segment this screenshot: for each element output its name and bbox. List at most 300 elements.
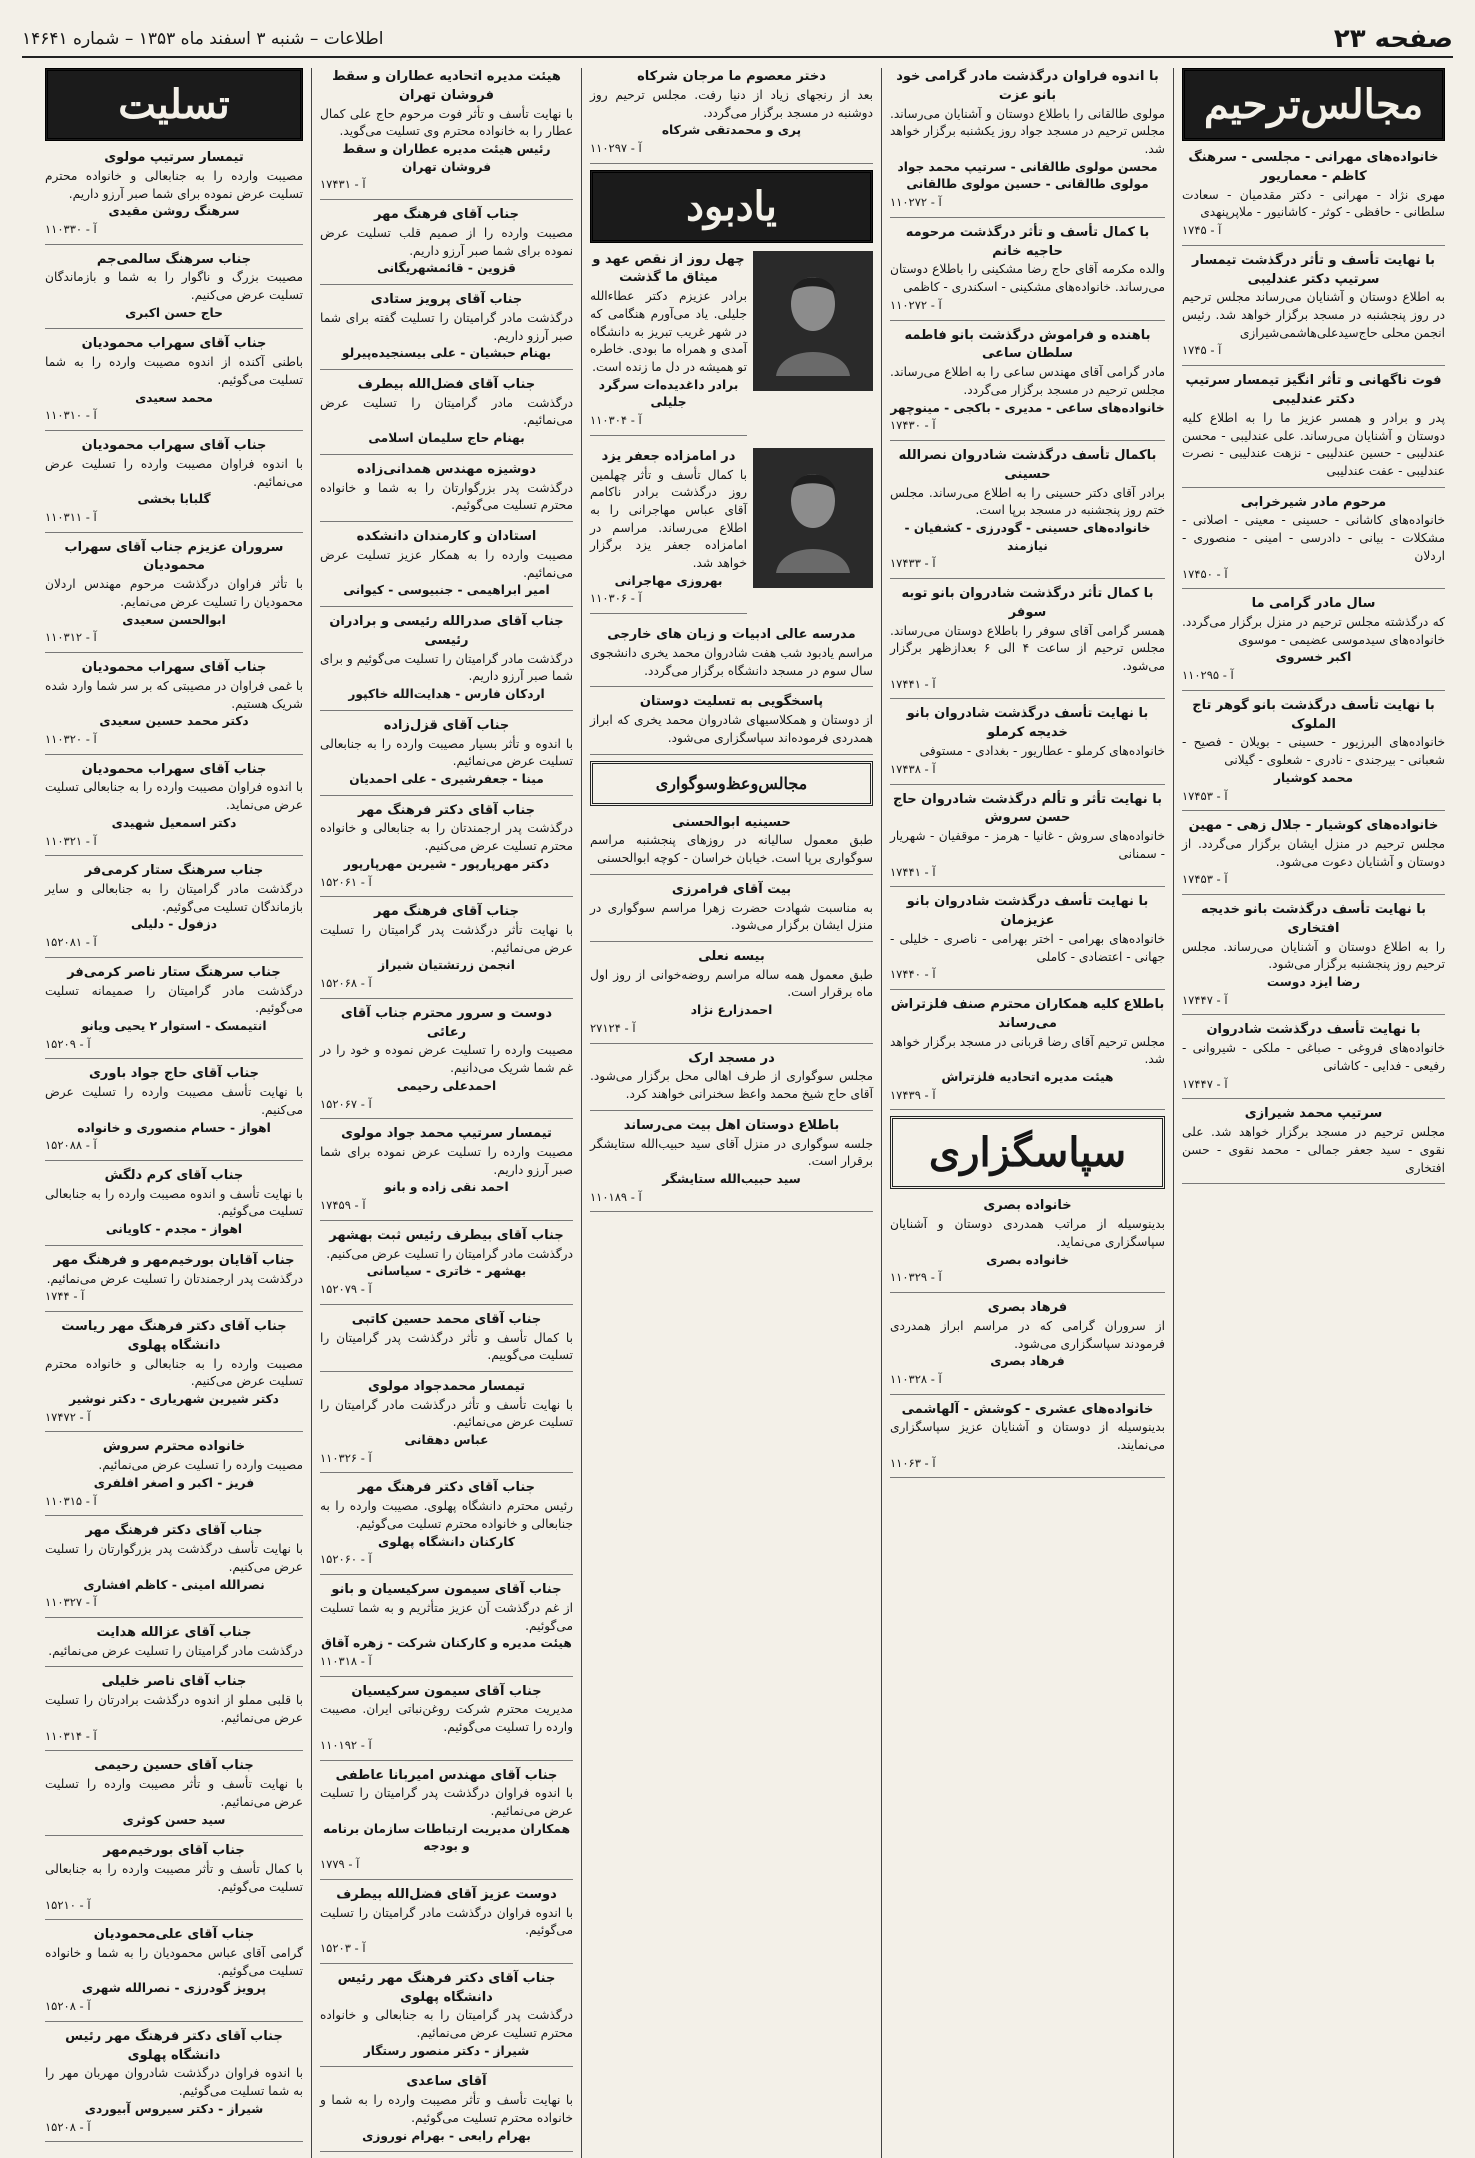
notice-code: آ - ۱۱۰۲۹۵: [1182, 668, 1234, 683]
notice-item: [45, 335, 303, 431]
memorial-text: [590, 251, 747, 442]
notice-code: آ - ۱۷۴۴۷: [1182, 1076, 1228, 1091]
notice-body: خانواده‌های بهرامی - اختر بهرامی - ناصری - خلیلی - جهانی - اعتضادی - کاملی: [890, 931, 1165, 964]
notice-item: [890, 893, 1165, 990]
notice-code: آ - ۱۷۷۹: [320, 1857, 360, 1872]
notice-code: آ - ۱۵۲۰۸: [45, 1999, 91, 2014]
notice-item: [590, 1050, 873, 1111]
notice-body: درگذشت مادر گرامیتان را تسلیت گفته برای شما صبر آرزو داریم.: [320, 310, 573, 343]
notice-body: درگذشت پدر ارجمندتان را تسلیت عرض می‌نمائیم.: [46, 1271, 303, 1286]
notice-item: [45, 1438, 303, 1516]
notice-body: را به اطلاع دوستان و آشنایان می‌رساند. مجلس ترحیم روز پنجشنبه برگزار می‌شود.: [1182, 939, 1445, 972]
notice-body: مصیبت وارده را به جنابعالی و خانواده محترم تسلیت عرض می‌کنیم.: [45, 1356, 303, 1389]
notice-signature: دکتر اسمعیل شهیدی: [111, 815, 237, 830]
notice-body: همسر گرامی آقای سوفر را باطلاع دوستان می‌رساند. مجلس ترحیم از ساعت ۴ الی ۶ بعدازظهر برگزار می‌شود.: [890, 623, 1165, 674]
portrait-photo: [753, 251, 873, 391]
notice-body: با غمی فراوان در مصیبتی که بر سر شما وارد شده شریک هستیم.: [45, 678, 303, 711]
notice-signature: فرهاد بصری: [990, 1354, 1065, 1369]
notice-title: باطلاع کلیه همکاران محترم صنف فلزتراش می‌رساند: [890, 997, 1165, 1031]
notice-body: طبق معمول همه ساله مراسم روضه‌خوانی از روز اول ماه برقرار است.: [590, 967, 873, 1000]
notice-body: با نهایت تأثر درگذشت پدر گرامیتان را تسلیت عرض می‌نمائیم.: [320, 923, 573, 955]
notice-code: آ - ۱۷۴۳۳: [890, 556, 936, 571]
notice-item: [45, 1757, 303, 1836]
notice-item: [590, 948, 873, 1044]
notice-title: با نهایت تأسف و تأثر درگذشت تیمسار سرتیپ دکتر عندلیبی: [1191, 252, 1435, 287]
notice-body: با اندوه فراوان درگذشت مادر گرامیتان را تسلیت می‌گوئیم.: [320, 1905, 573, 1938]
notice-item: [590, 626, 873, 687]
notice-body: خانواده‌های سروش - غانیا - هرمز - موقفیان - شهریار - سمنانی: [890, 829, 1165, 861]
notice-title: جناب آقای سیمون سرکیسیان: [351, 1683, 542, 1699]
notice-signature: پری و محمدتقی شرکاه: [661, 123, 802, 138]
notice-item: [590, 448, 747, 614]
notice-title: با نهایت تأسف درگذشت شادروان: [1206, 1022, 1421, 1038]
notice-title: با نهایت تأسف درگذشت شادروان بانو خدیجه کرملو: [906, 706, 1149, 741]
notice-item: [320, 1378, 573, 1474]
notice-body: از غم درگذشت آن عزیز متأثریم و به شما تسلیت می‌گوئیم.: [320, 1600, 573, 1633]
notice-code: آ - ۱۷۴۴۱: [890, 864, 936, 879]
notice-body: مصیبت وارده را تسلیت عرض می‌نمائیم.: [98, 1458, 303, 1473]
notice-body: با نهایت تأسف درگذشت پدر بزرگوارتان را تسلیت عرض می‌کنیم.: [45, 1542, 303, 1574]
notice-item: [45, 1673, 303, 1751]
notice-body: درگذشت پدر ارجمندتان را به جنابعالی و خانواده محترم تسلیت عرض می‌کنیم.: [320, 821, 573, 854]
notice-title: خانواده‌های مهرانی - مجلسی - سرهنگ کاظم - معماریور: [1188, 150, 1439, 184]
section-header: تسلیت: [45, 68, 303, 141]
notice-body: باطنی آکنده از اندوه مصیبت وارده را به شما تسلیت می‌گوئیم.: [45, 355, 303, 388]
notice-signature: انتیمسک - استوار ۲ یحیی ویانو: [81, 1019, 267, 1034]
notice-body: با تأثر فراوان درگذشت مرحوم مهندس اردلان محمودیان را تسلیت عرض می‌نمایم.: [45, 577, 303, 610]
notice-code: آ - ۱۱۰۳۰۴: [590, 413, 642, 428]
running-head: [22, 22, 1453, 58]
notice-title: جناب آقای ناصر خلیلی: [101, 1674, 247, 1690]
notice-item: [890, 447, 1165, 579]
notice-signature: احمدعلی رحیمی: [396, 1078, 497, 1093]
notice-title: تیمسار محمدجواد مولوی: [368, 1378, 525, 1394]
notice-signature: نصرالله امینی - کاظم افشاری: [83, 1577, 265, 1592]
notice-code: آ - ۱۵۲۰۷۹: [320, 1281, 372, 1296]
notice-body: با نهایت تأسف مصیبت وارده را تسلیت عرض می‌کنیم.: [45, 1085, 303, 1117]
notice-title: جناب آقای دکتر فرهنگ مهر ریاست دانشگاه پهلوی: [61, 1319, 287, 1353]
notice-item: [320, 903, 573, 999]
notice-code: آ - ۱۵۲۰۸۸: [45, 1138, 97, 1153]
notice-body: خانواده‌های فروغی - صباغی - ملکی - شیروانی - رفیعی - فدایی - کاشانی: [1182, 1041, 1445, 1074]
notice-title: در مسجد ارک: [688, 1050, 775, 1066]
notice-title: جناب آقای سهراب محمودیان: [81, 336, 267, 352]
notice-signature: دزفول - دلیلی: [130, 917, 218, 932]
notice-signature: هیئت مدیره و کارکنان شرکت - زهره آقاق: [321, 1636, 572, 1651]
notice-code: آ - ۱۷۴۳۹: [890, 1087, 936, 1102]
notice-signature: اردکان فارس - هدایت‌الله خاکپور: [348, 687, 545, 702]
notice-code: آ - ۲۷۱۲۴: [590, 1020, 636, 1035]
notice-code: آ - ۱۷۴۳۰: [890, 418, 936, 433]
notice-title: مرحوم مادر شیرخرابی: [1240, 494, 1387, 510]
notice-title: چهل روز از نقص عهد و میثاق ما گذشت: [592, 251, 745, 286]
notice-title: فرهاد بصری: [987, 1300, 1068, 1315]
notice-item: [890, 705, 1165, 784]
notice-item: [320, 528, 573, 607]
notice-body: والده مکرمه آقای حاج رضا مشکینی را باطلاع دوستان می‌رساند. خانواده‌های مشکینی - اسکندری - کاظمی: [890, 262, 1165, 295]
notice-title: باهنده و فراموش درگذشت بانو فاطمه سلطان ساعی: [904, 327, 1151, 362]
notice-item: [45, 437, 303, 533]
notice-title: دختر معصوم ما مرجان شرکاه: [637, 69, 826, 84]
notice-title: جناب آقای دکتر فرهنگ مهر رئیس دانشگاه پهلوی: [65, 2028, 283, 2063]
notice-body: با نهایت تأسف و تأثر مصیبت وارده را به شما و خانواده محترم تسلیت می‌گوئیم.: [320, 2093, 573, 2125]
notice-title: جناب آقایان بورخیم‌مهر و فرهنگ مهر: [53, 1252, 295, 1268]
notice-title: در امامزاده جعفر یزد: [601, 448, 736, 464]
notice-code: آ - ۱۷۴۴۷: [1182, 992, 1228, 1007]
notice-signature: هیئت مدیره اتحادیه فلزتراش: [941, 1070, 1114, 1085]
column-obituaries: [1173, 68, 1453, 2158]
notice-item: [45, 149, 303, 245]
notice-item: [320, 613, 573, 711]
notice-item: [45, 2028, 303, 2142]
notice-signature: خانواده‌های ساعی - مدیری - باکجی - مینوچهر: [890, 400, 1165, 415]
notice-title: باکمال تأسف درگذشت شادروان نصرالله حسینی: [898, 447, 1157, 482]
notice-body: خانواده‌های البرزیور - حسینی - بویلان - فصیح - شعبانی - بیرجندی - نادری - شعلوی - گیلانی: [1182, 735, 1445, 768]
notice-body: طبق معمول سالیانه در روزهای پنجشنبه مراسم سوگواری برپا است. خیابان خراسان - کوچه ابوالحسنی: [590, 833, 873, 866]
notice-body: جلسه سوگواری در منزل آقای سید حبیب‌الله ستایشگر برقرار است.: [590, 1136, 873, 1169]
notice-title: خانواده‌های عشری - کوشش - آلهاشمی: [901, 1401, 1154, 1417]
notice-code: آ - ۱۵۲۱۰: [45, 1897, 91, 1912]
notice-body: با کمال تأسف و تأثر درگذشت پدر گرامیتان را تسلیت می‌گوییم.: [320, 1330, 573, 1363]
notice-body: با اندوه فراوان درگذشت شادروان مهربان مهر را به شما تسلیت می‌گوئیم.: [45, 2066, 303, 2099]
notice-body: مصیبت بزرگ و ناگوار را به شما و بازماندگان تسلیت عرض می‌کنیم.: [45, 270, 303, 303]
notice-item: [320, 1970, 573, 2068]
notice-title: با نهایت تأسف درگذشت شادروان بانو عزیزمان: [906, 894, 1149, 929]
notice-signature: خانواده بصری: [986, 1252, 1069, 1267]
notice-item: [1182, 149, 1445, 246]
notice-code: آ - ۱۷۴۳۱: [320, 177, 366, 192]
notice-code: آ - ۱۷۴۴۰: [890, 967, 936, 982]
notice-item: [45, 1252, 303, 1312]
notice-item: [45, 761, 303, 857]
notice-title: جناب آقای سهراب محمودیان: [81, 761, 267, 777]
notice-title: جناب آقای کرم دلگش: [104, 1167, 244, 1183]
notice-body: مصیبت وارده را تسلیت عرض نموده و خود را در غم شما شریک می‌دانیم.: [320, 1043, 573, 1076]
notice-item: [45, 1926, 303, 2022]
section-header: یادبود: [590, 170, 873, 243]
notice-signature: بهرام رابعی - بهرام نوروزی: [362, 2128, 531, 2143]
notice-title: جناب آقای محمد حسین کاتبی: [351, 1311, 542, 1327]
notice-signature: خانواده‌های حسینی - گودرزی - کشفیان - نیازمند: [904, 521, 1151, 553]
notice-item: [590, 814, 873, 875]
notice-title: باطلاع دوستان اهل بیت می‌رساند: [623, 1117, 840, 1133]
notice-item: [320, 376, 573, 455]
notice-signature: حاج حسن اکبری: [125, 305, 223, 320]
notice-code: آ - ۱۵۲۰۸۱: [45, 935, 97, 950]
notice-body: با کمال تأسف و تأثر مصیبت وارده را به جنابعالی تسلیت می‌گوئیم.: [45, 1862, 303, 1894]
notice-code: آ - ۱۵۲۰۹: [45, 1036, 91, 1051]
notice-item: [320, 1005, 573, 1119]
notice-code: آ - ۱۱۰۳۲۶: [320, 1450, 372, 1465]
notice-title: جناب آقای فرهنگ مهر: [374, 207, 519, 223]
notice-title: جناب آقای سیمون سرکیسیان و بانو: [331, 1582, 562, 1598]
notice-title: جناب آقای دکتر فرهنگ مهر: [357, 802, 536, 818]
notice-signature: احمد نقی زاده و بانو: [384, 1180, 509, 1195]
notice-signature: سید حبیب‌الله ستایشگر: [662, 1171, 801, 1186]
notice-signature: امیر ابراهیمی - جنبیوسی - کیوانی: [343, 583, 550, 598]
notice-body: به مناسبت شهادت حضرت زهرا مراسم سوگواری در منزل ایشان برگزار می‌شود.: [590, 900, 873, 933]
notice-body: بعد از رنجهای زیاد از دنیا رفت. مجلس ترحیم روز دوشنبه در مسجد برگزار می‌گردد.: [590, 87, 873, 120]
notice-title: دوشیزه مهندس همدانی‌زاده: [356, 461, 537, 477]
notice-title: خانواده محترم سروش: [102, 1439, 246, 1455]
notice-title: جناب آقای مهندس امیربانا عاطفی: [335, 1767, 558, 1783]
notice-body: مجلس ترحیم در منزل ایشان برگزار می‌گردد. از دوستان و آشنایان دعوت می‌شود.: [1182, 837, 1445, 869]
notice-signature: احمدزارع نژاد: [690, 1003, 773, 1018]
notice-body: خانواده‌های کاشانی - حسینی - معینی - اصلانی - مشکلات - بیانی - دادرسی - امینی - منصوری - اردلان: [1182, 513, 1445, 563]
notice-code: آ - ۱۵۲۰۳: [320, 1940, 366, 1955]
notice-signature: دکتر مهرپارپور - شیرین مهرپارپور: [343, 856, 550, 871]
notice-code: آ - ۱۱۰۲۷۲: [890, 297, 942, 312]
notice-item: [45, 539, 303, 653]
notice-title: جناب آقای بیطرف رئیس ثبت بهشهر: [329, 1227, 564, 1243]
notice-code: آ - ۱۱۰۳۱۴: [45, 1728, 97, 1743]
notice-item: [45, 1318, 303, 1432]
notice-title: خانواده‌های کوشیار - جلال زهی - مهین: [1188, 818, 1439, 834]
notice-item: [320, 1227, 573, 1305]
notice-title: جناب آقای حاج جواد باوری: [89, 1066, 259, 1082]
notice-title: با نهایت تأثر و تألم درگذشت شادروان حاج حسن سروش: [893, 791, 1162, 826]
notice-item: [590, 693, 873, 754]
notice-item: [890, 996, 1165, 1110]
notice-title: جناب سرهنگ ستار ناصر کرمی‌فر: [67, 964, 281, 980]
notice-item: [590, 251, 747, 436]
notice-item: [890, 791, 1165, 888]
notice-signature: شیراز - دکتر منصور رستگار: [363, 2043, 530, 2058]
notice-signature: بهروزی مهاجرانی: [614, 573, 723, 588]
notice-code: آ - ۱۷۴۵: [1182, 223, 1222, 238]
notice-code: آ - ۱۱۰۳۱۲: [45, 630, 97, 645]
notice-signature: ابوالحسن سعیدی: [122, 612, 226, 627]
notice-item: [320, 2073, 573, 2152]
columns: [22, 68, 1453, 2143]
notice-signature: محمد سعیدی: [135, 390, 213, 405]
notice-item: [45, 1065, 303, 1161]
notice-title: جناب آقای سهراب محمودیان: [81, 660, 267, 676]
notice-body: درگذشت مادر گرامیتان را به جنابعالی و سایر بازماندگان تسلیت می‌گوئیم.: [45, 882, 303, 914]
notice-signature: قزوین - قائمشهریگانی: [377, 261, 516, 276]
notice-signature: پرویز گودرزی - نصرالله شهری: [81, 1981, 267, 1996]
notice-title: سروران عزیزم جناب آقای سهراب محمودیان: [64, 539, 284, 574]
notice-signature: بهشهر - خاتری - سیاسانی: [366, 1264, 527, 1279]
notice-title: جناب آقای علی‌محمودیان: [93, 1927, 255, 1943]
notice-title: جناب سرهنگ سالمی‌جم: [96, 251, 252, 267]
notice-title: مدرسه عالی ادبیات و زبان های خارجی: [607, 627, 856, 643]
notice-title: جناب آقای فرهنگ مهر: [374, 904, 519, 920]
notice-body: خانواده‌های کرملو - عطاریور - بغدادی - مستوفی: [919, 744, 1165, 759]
column-condolences-b: [37, 68, 311, 2158]
notice-signature: انجمن زرتشتیان شیراز: [378, 958, 515, 973]
notice-item: [320, 291, 573, 370]
notice-body: برادر آقای دکتر حسینی را به اطلاع می‌رساند. مجلس ختم روز پنجشنبه در مسجد برپا است.: [890, 485, 1165, 518]
notice-item: [1182, 817, 1445, 895]
notice-body: با نهایت تأسف و تأثر فوت مرحوم حاج علی کمال عطار را به خانواده محترم وی تسلیت می‌گوید.: [320, 106, 573, 139]
notice-code: آ - ۱۵۲۰۶۸: [320, 976, 372, 991]
notice-title: بیت آقای فرامرزی: [671, 881, 792, 897]
notice-signature: اکبر خسروی: [1275, 650, 1352, 665]
notice-title: جناب آقای حسین رحیمی: [94, 1758, 254, 1774]
notice-item: [320, 1311, 573, 1372]
notice-item: [320, 68, 573, 200]
memorial-text: [590, 448, 747, 620]
notice-title: آقای ساعدی: [406, 2074, 487, 2090]
notice-body: مهری نژاد - مهرانی - دکتر مقدمیان - سعادت سلطانی - حافظی - کوثر - کاشانیور - ملاپرپنهدی: [1182, 187, 1445, 220]
notice-item: [890, 1197, 1165, 1293]
portrait-photo: [753, 448, 873, 588]
notice-item: [590, 68, 873, 164]
notice-code: آ - ۱۵۲۰۸: [45, 2119, 91, 2134]
memorial-block: [590, 448, 873, 620]
column-memorials: [581, 68, 881, 2158]
notice-signature: محمد کوشیار: [1273, 770, 1354, 785]
notice-item: [45, 862, 303, 958]
notice-signature: سید حسن کوثری: [122, 1812, 226, 1827]
notice-body: با نهایت تأسف و تأثر مصیبت وارده را تسلیت عرض می‌نمائیم.: [45, 1777, 303, 1809]
notice-title: جناب آقای پرویز ستادی: [370, 292, 523, 308]
notice-signature: مینا - جعفرشیری - علی احمدیان: [349, 771, 544, 786]
notice-title: با نهایت تأسف درگذشت بانو گوهر تاج الملوک: [1192, 697, 1435, 732]
notice-body: مولوی طالقانی را باطلاع دوستان و آشنایان می‌رساند. مجلس ترحیم در مسجد جواد روز یکشنبه برگزار خواهد شد.: [890, 106, 1165, 157]
notice-item: [320, 717, 573, 796]
notice-code: آ - ۱۱۰۳۲۷: [45, 1595, 97, 1610]
notice-title: جناب آقای قزل‌زاده: [383, 717, 510, 733]
notice-title: با نهایت تأسف درگذشت بانو خدیجه افتخاری: [1201, 902, 1426, 936]
notice-body: مصیبت وارده را از صمیم قلب تسلیت عرض نموده برای شما صبر آرزو داریم.: [320, 225, 573, 258]
notice-title: جناب آقای صدرالله رئیسی و برادران رئیسی: [329, 613, 564, 648]
notice-body: بدینوسیله از دوستان و آشنایان عزیز سپاسگزاری می‌نمایند.: [890, 1420, 1165, 1453]
notice-item: [320, 1125, 573, 1221]
notice-item: [320, 1683, 573, 1761]
section-header: مجالس‌وعظ‌وسوگواری: [590, 761, 873, 806]
notice-code: آ - ۱۱۰۱۹۲: [320, 1737, 372, 1752]
notice-signature: فریز - اکبر و اصغر افلفری: [93, 1476, 255, 1491]
notice-item: [890, 1299, 1165, 1395]
notice-title: تیمسار سرتیپ مولوی: [104, 150, 244, 165]
notice-item: [890, 585, 1165, 699]
notice-code: آ - ۱۷۴۳۸: [890, 761, 936, 776]
notice-code: آ - ۱۱۰۶۳: [890, 1455, 936, 1470]
issue-line: اطلاعات – شنبه ۳ اسفند ماه ۱۳۵۳ – شماره ۱۴۶۴۱: [22, 29, 384, 49]
notice-item: [320, 802, 573, 898]
notice-signature: رئیس هیئت مدیره عطاران و سقط فروشان تهران: [342, 142, 551, 174]
notice-title: جناب آقای عزالله هدایت: [96, 1624, 252, 1640]
notice-title: با کمال تأثر درگذشت شادروان بانو توبه سوفر: [901, 586, 1154, 620]
notice-title: جناب آقای بورخیم‌مهر: [103, 1843, 245, 1859]
notice-body: که درگذشته مجلس ترحیم در منزل برگزار می‌گردد. خانواده‌های سیدموسی عضیمی - موسوی: [1182, 615, 1445, 647]
notice-item: [1182, 372, 1445, 487]
notice-item: [45, 964, 303, 1060]
notice-item: [1182, 697, 1445, 811]
notice-title: استادان و کارمندان دانشکده: [356, 529, 537, 545]
notice-body: مادر گرامی آقای مهندس ساعی را به اطلاع می‌رساند. مجلس ترحیم در مسجد برگزار می‌گردد.: [890, 365, 1165, 397]
notice-code: آ - ۱۷۴۵۳: [1182, 872, 1228, 887]
notice-item: [1182, 595, 1445, 691]
notice-body: بدینوسیله از مراتب همدردی دوستان و آشنایان سپاسگزاری می‌نماید.: [890, 1217, 1165, 1249]
notice-title: سال مادر گرامی ما: [1251, 596, 1376, 612]
notice-body: درگذشت مادر گرامیتان را تسلیت عرض می‌نمائیم.: [320, 395, 573, 428]
notice-item: [890, 1401, 1165, 1479]
notice-code: آ - ۱۱۰۲۹۷: [590, 140, 642, 155]
notice-code: آ - ۱۱۰۳۱۱: [45, 509, 97, 524]
notice-signature: همکاران مدیریت ارتباطات سازمان برنامه و بودجه: [322, 1821, 571, 1854]
notice-code: آ - ۱۷۴۷۲: [45, 1409, 91, 1424]
notice-title: جناب آقای فضل‌الله بیطرف: [357, 376, 536, 392]
notice-item: [45, 659, 303, 755]
notice-body: درگذشت مادر گرامیتان را تسلیت می‌گوئیم و برای شما صبر آرزو داریم.: [320, 651, 573, 684]
notice-item: [890, 68, 1165, 218]
section-header: سپاسگزاری: [890, 1116, 1165, 1189]
notice-body: پدر و برادر و همسر عزیز ما را به اطلاع کلیه دوستان و آشنایان می‌رساند. علی عندلیبی - محسن عندلیبی - حسین عندلیبی - نزهت عندلیبی - نصرت عندلیبی - عفت عندلیبی: [1182, 410, 1445, 478]
notice-item: [45, 1167, 303, 1246]
notice-signature: گلبابا بخشی: [137, 492, 211, 507]
notice-body: درگذشت پدر گرامیتان را به جنابعالی و خانواده محترم تسلیت عرض می‌نمائیم.: [320, 2008, 573, 2041]
notice-body: با اندوه فراوان مصیبت وارده را به جنابعالی تسلیت عرض می‌نماید.: [45, 780, 303, 813]
page-number: صفحه ۲۳: [1333, 24, 1453, 54]
notice-body: به اطلاع دوستان و آشنایان می‌رساند مجلس ترحیم در روز پنجشنبه در مسجد برگزار خواهد شد. رئیس انجمن محلی حاج‌سید‌علی‌هاشمی‌شیرازی: [1182, 290, 1445, 340]
notice-code: آ - ۱۵۲۰۶۱: [320, 874, 372, 889]
notice-body: مدیریت محترم شرکت روغن‌نباتی ایران. مصیبت وارده را تسلیت می‌گوئیم.: [320, 1702, 573, 1735]
notice-title: جناب سرهنگ ستار کرمی‌فر: [84, 863, 264, 879]
notice-code: آ - ۱۱۰۳۲۸: [890, 1371, 942, 1386]
notice-signature: اهواز - مجدم - کاویانی: [105, 1222, 243, 1237]
notice-code: آ - ۱۵۲۰۶۷: [320, 1096, 372, 1111]
notice-item: [320, 461, 573, 522]
notice-code: آ - ۱۱۰۳۱۰: [45, 408, 97, 423]
notice-body: با اندوه و تأثر بسیار مصیبت وارده را به جنابعالی تسلیت عرض می‌نمائیم.: [320, 736, 573, 769]
notice-title: با اندوه فراوان درگذشت مادر گرامی خود بانو عزت: [896, 69, 1159, 103]
notice-body: از دوستان و همکلاسیهای شادروان محمد یخری که ابراز همدردی فرموده‌اند سپاسگزاری می‌شود.: [590, 713, 873, 745]
notice-code: آ - ۱۷۴۴: [45, 1289, 85, 1304]
notice-item: [320, 1886, 573, 1964]
notice-code: آ - ۱۱۰۳۲۹: [890, 1270, 942, 1285]
notice-title: پاسخگویی به تسلیت دوستان: [639, 694, 824, 710]
notice-signature: کارکنان دانشگاه پهلوی: [378, 1534, 515, 1549]
notice-body: رئیس محترم دانشگاه پهلوی. مصیبت وارده را به جنابعالی و خانواده محترم تسلیت می‌گوئیم.: [320, 1499, 573, 1531]
notice-code: آ - ۱۷۴۵۹: [320, 1198, 366, 1213]
notice-item: [45, 1842, 303, 1920]
notice-item: [590, 1117, 873, 1213]
notice-code: آ - ۱۷۴۴۱: [890, 676, 936, 691]
notice-code: آ - ۱۱۰۳۱۸: [320, 1653, 372, 1668]
notice-body: درگذشت مادر گرامیتان را تسلیت عرض می‌نمائیم.: [48, 1643, 303, 1658]
notice-body: با کمال تأسف و تأثر چهلمین روز درگذشت برادر ناکامم آقای عباس مهاجرانی را به اطلاع می‌رساند. مراسم در امامزاده جعفر یزد برگزار خواهد شد.: [590, 467, 747, 571]
notice-signature: سرهنگ روشن مقیدی: [108, 204, 240, 219]
notice-code: آ - ۱۷۴۵۳: [1182, 788, 1228, 803]
notice-signature: برادر داغدیده‌ات سرگرد جلیلی: [598, 377, 739, 410]
notice-code: آ - ۱۱۰۳۱۵: [45, 1493, 97, 1508]
notice-body: مجلس ترحیم در مسجد برگزار خواهد شد. علی نقوی - سید جعفر جمالی - محمد نقوی - حسن افتخاری: [1182, 1125, 1445, 1175]
notice-body: با اندوه فراوان مصیبت وارده را تسلیت عرض می‌نمائیم.: [45, 456, 303, 489]
notice-signature: بهنام حاج سلیمان اسلامی: [368, 431, 525, 446]
notice-body: درگذشت پدر بزرگوارتان را به شما و خانواده محترم تسلیت می‌گوئیم.: [320, 480, 573, 513]
notice-body: مجلس سوگواری از طرف اهالی محل برگزار می‌شود. آقای حاج شیخ محمد واعظ سخنرانی خواهند کرد.: [590, 1069, 873, 1102]
notice-code: آ - ۱۱۰۳۲۰: [45, 731, 97, 746]
notice-code: آ - ۱۱۰۳۰۶: [590, 591, 642, 606]
notice-title: هیئت مدیره اتحادیه عطاران و سقط فروشان تهران: [332, 69, 561, 103]
notice-item: [1182, 1021, 1445, 1099]
notice-body: با قلبی مملو از اندوه درگذشت برادرتان را تسلیت عرض می‌نمائیم.: [45, 1693, 303, 1726]
notice-item: [890, 327, 1165, 441]
notice-body: با اندوه فراوان درگذشت پدر گرامیتان را تسلیت عرض می‌نمائیم.: [320, 1786, 573, 1819]
notice-title: تیمسار سرتیپ محمد جواد مولوی: [341, 1126, 552, 1142]
notice-item: [1182, 252, 1445, 366]
notice-signature: عباس دهقانی: [404, 1433, 489, 1448]
column-notices-thanks: [881, 68, 1173, 2158]
notice-item: [45, 1522, 303, 1618]
notice-title: دوست و سرور محترم جناب آقای رعائی: [340, 1005, 553, 1040]
notice-signature: اهواز - حسام منصوری و خانواده: [77, 1120, 271, 1135]
notice-code: آ - ۱۱۰۳۲۱: [45, 833, 97, 848]
notice-body: مصیبت وارده را تسلیت عرض نموده برای شما صبر آرزو داریم.: [320, 1145, 573, 1177]
